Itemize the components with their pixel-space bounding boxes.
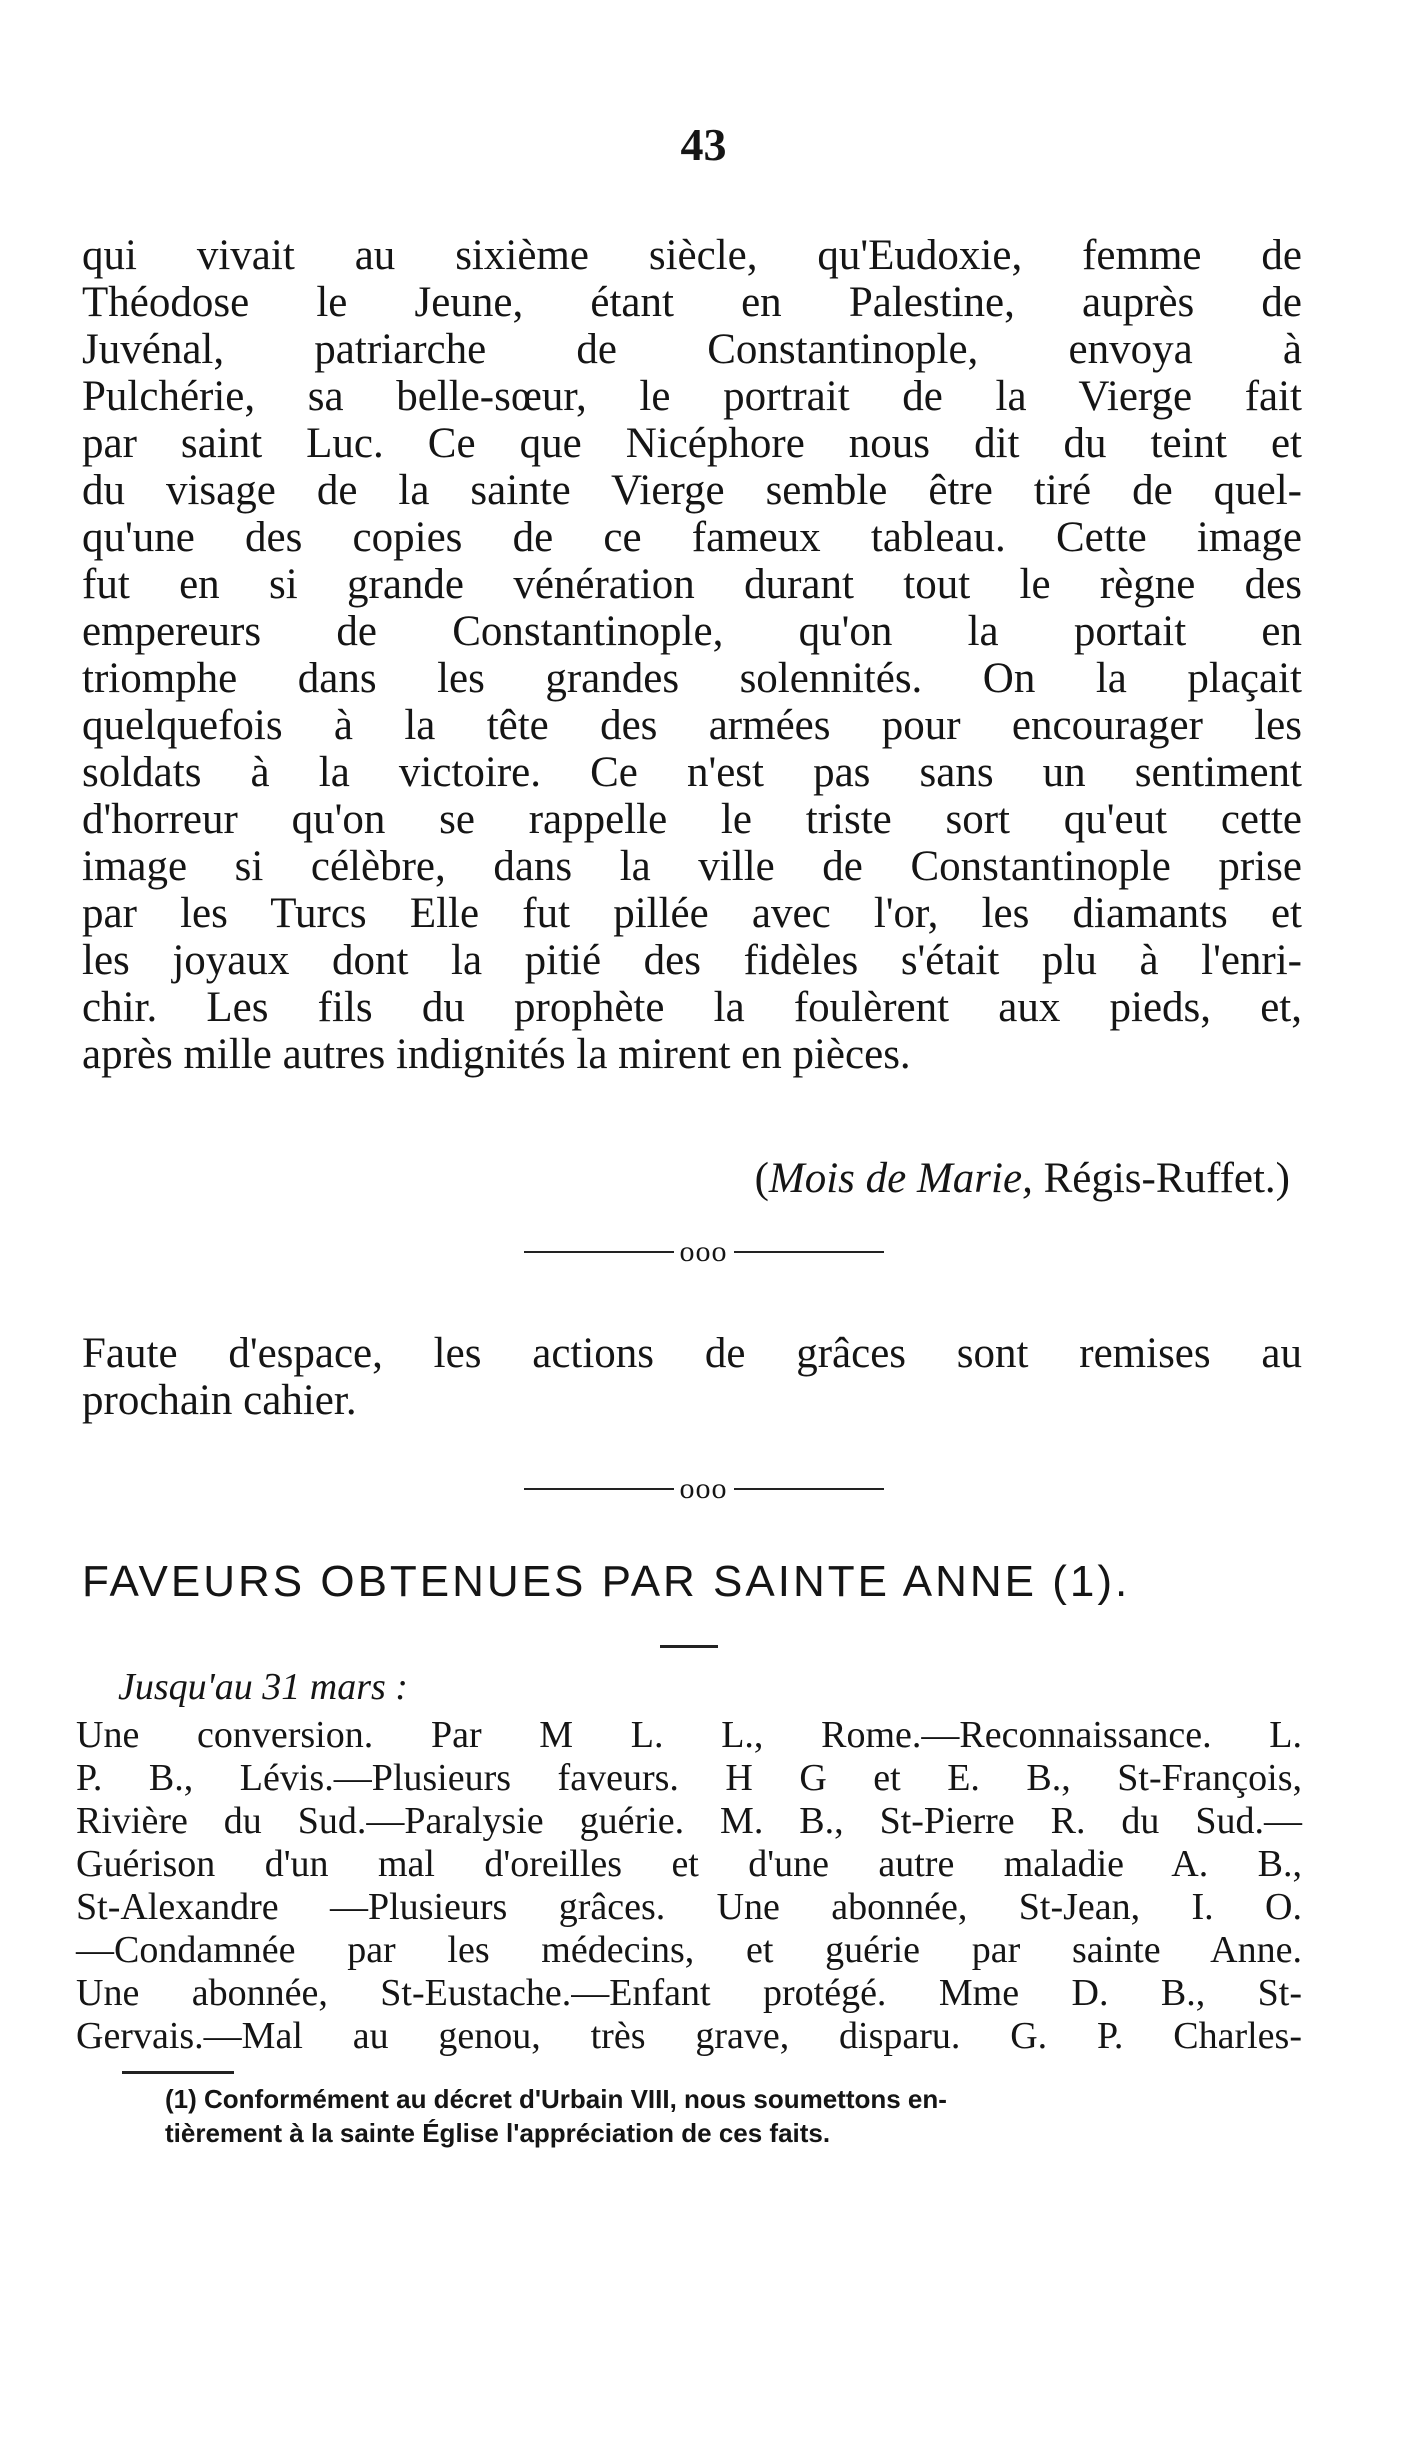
text-line: qui vivait au sixième siècle, qu'Eudoxie, femme de <box>82 232 1302 279</box>
text-line: Théodose le Jeune, étant en Palestine, auprès de <box>82 279 1302 326</box>
text-line: Pulchérie, sa belle-sœur, le portrait de la Vierge fait <box>82 373 1302 420</box>
footnote-line: (1) Conformément au décret d'Urbain VIII, nous soumettons en- <box>165 2084 947 2114</box>
text-line: par les Turcs Elle fut pillée avec l'or, les diamants et <box>82 890 1302 937</box>
heading-rule <box>660 1645 718 1648</box>
footnote <box>165 2082 1285 2150</box>
list-line: P. B., Lévis.—Plusieurs faveurs. H G et E. B., St-François, <box>76 1757 1302 1799</box>
main-paragraph <box>82 232 1302 1078</box>
footnote-line: tièrement à la sainte Église l'appréciation de ces faits. <box>165 2118 831 2148</box>
list-line: Guérison d'un mal d'oreilles et d'une autre maladie A. B., <box>76 1843 1302 1885</box>
text-line: prochain cahier. <box>82 1377 357 1424</box>
divider-line <box>734 1251 884 1253</box>
section-heading: FAVEURS OBTENUES PAR SAINTE ANNE (1). <box>82 1557 1131 1606</box>
date-line: Jusqu'au 31 mars : <box>118 1666 408 1708</box>
text-line: par saint Luc. Ce que Nicéphore nous dit du teint et <box>82 420 1302 467</box>
divider-line <box>524 1251 674 1253</box>
list-line: St-Alexandre —Plusieurs grâces. Une abonnée, St-Jean, I. O. <box>76 1886 1302 1928</box>
section-divider <box>0 1470 1407 1506</box>
text-line: quelquefois à la tête des armées pour encourager les <box>82 702 1302 749</box>
text-line: du visage de la sainte Vierge semble être tiré de quel- <box>82 467 1302 514</box>
attribution-title: Mois de Marie, <box>768 1155 1033 1202</box>
divider-mark: ooo <box>679 1235 728 1269</box>
text-line: empereurs de Constantinople, qu'on la portait en <box>82 608 1302 655</box>
attribution-author: Régis-Ruffet.) <box>1032 1155 1290 1202</box>
list-line: Une conversion. Par M L. L., Rome.—Reconnaissance. L. <box>76 1714 1302 1756</box>
divider-mark: ooo <box>679 1472 728 1506</box>
text-line: Faute d'espace, les actions de grâces sont remises au <box>82 1330 1302 1377</box>
notice-paragraph <box>82 1330 1302 1424</box>
text-line: image si célèbre, dans la ville de Constantinople prise <box>82 843 1302 890</box>
divider-line <box>524 1488 674 1490</box>
text-line: chir. Les fils du prophète la foulèrent aux pieds, et, <box>82 984 1302 1031</box>
text-line: d'horreur qu'on se rappelle le triste sort qu'eut cette <box>82 796 1302 843</box>
footnote-rule <box>122 2071 234 2074</box>
divider-line <box>734 1488 884 1490</box>
text-line: fut en si grande vénération durant tout le règne des <box>82 561 1302 608</box>
text-line: soldats à la victoire. Ce n'est pas sans un sentiment <box>82 749 1302 796</box>
section-divider <box>0 1233 1407 1269</box>
page-number: 43 <box>680 119 727 170</box>
text-line: qu'une des copies de ce fameux tableau. Cette image <box>82 514 1302 561</box>
attribution <box>570 1155 1290 1202</box>
list-line: Gervais.—Mal au genou, très grave, disparu. G. P. Charles- <box>76 2015 1302 2057</box>
favours-list <box>76 1714 1302 2058</box>
text-line: Juvénal, patriarche de Constantinople, envoya à <box>82 326 1302 373</box>
attribution-open: ( <box>754 1155 769 1202</box>
list-line: Rivière du Sud.—Paralysie guérie. M. B., St-Pierre R. du Sud.— <box>76 1800 1302 1842</box>
list-line: Une abonnée, St-Eustache.—Enfant protégé. Mme D. B., St- <box>76 1972 1302 2014</box>
text-line: triomphe dans les grandes solennités. On la plaçait <box>82 655 1302 702</box>
text-line: les joyaux dont la pitié des fidèles s'était plu à l'enri- <box>82 937 1302 984</box>
list-line: —Condamnée par les médecins, et guérie par sainte Anne. <box>76 1929 1302 1971</box>
text-line: après mille autres indignités la mirent en pièces. <box>82 1031 911 1078</box>
